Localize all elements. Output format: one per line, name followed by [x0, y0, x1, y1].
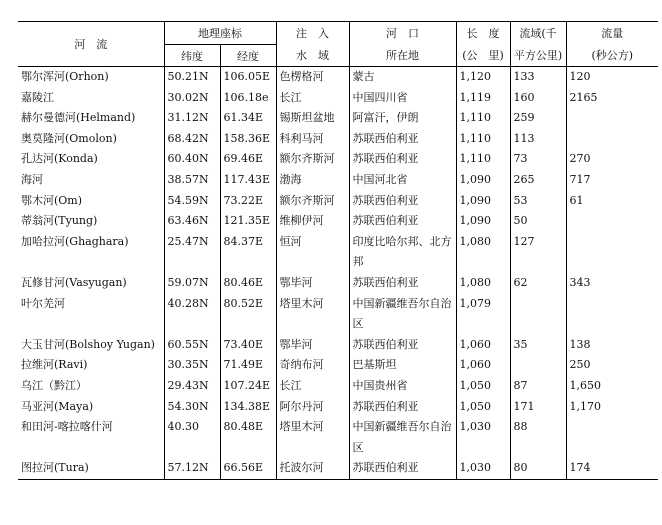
mouth-location-cell: 中国贵州省: [349, 376, 456, 397]
col-flow-bottom: (秒公方): [566, 45, 658, 67]
longitude-cell: 84.37E: [220, 232, 276, 273]
basin-area-cell: 35: [510, 335, 566, 356]
col-length-bottom: (公 里): [456, 45, 510, 67]
length-km-cell: 1,110: [456, 108, 510, 129]
basin-area-cell: 73: [510, 149, 566, 170]
basin-area-cell: [510, 355, 566, 376]
mouth-location-cell: 苏联西伯利亚: [349, 191, 456, 212]
inflow-water-cell: 托波尔河: [276, 458, 349, 479]
inflow-water-cell: 长江: [276, 88, 349, 109]
flow-rate-cell: 120: [566, 67, 658, 88]
table-row: [18, 397, 658, 418]
length-km-cell: 1,119: [456, 88, 510, 109]
flow-rate-cell: 250: [566, 355, 658, 376]
col-geo: 地理座标: [164, 22, 276, 45]
table-row: [18, 417, 658, 458]
river-name-cell: 瓦修甘河(Vasyugan): [21, 275, 127, 289]
flow-rate-cell: 343: [566, 273, 658, 294]
col-inflow-bottom: 水 域: [276, 45, 349, 67]
table-row: [18, 335, 658, 356]
river-name-cell: 乌江（黔江）: [21, 378, 87, 392]
latitude-cell: 30.02N: [164, 88, 220, 109]
latitude-cell: 59.07N: [164, 273, 220, 294]
river-name-cell: 蒂翁河(Tyung): [21, 214, 98, 228]
mouth-location-cell: 苏联西伯利亚: [349, 335, 456, 356]
mouth-location-cell: 苏联西伯利亚: [349, 397, 456, 418]
longitude-cell: 80.52E: [220, 294, 276, 335]
table-row: [18, 170, 658, 191]
col-basin-bottom: 平方公里): [510, 45, 566, 67]
table-row: [18, 294, 658, 335]
latitude-cell: 40.30: [164, 417, 220, 458]
longitude-cell: 61.34E: [220, 108, 276, 129]
length-km-cell: 1,090: [456, 170, 510, 191]
longitude-cell: 106.18e: [220, 88, 276, 109]
longitude-cell: 121.35E: [220, 211, 276, 232]
length-km-cell: 1,120: [456, 67, 510, 88]
river-name-cell: 赫尔曼德河(Helmand): [21, 111, 136, 125]
flow-rate-cell: [566, 294, 658, 335]
basin-area-cell: [510, 294, 566, 335]
basin-area-cell: 265: [510, 170, 566, 191]
inflow-water-cell: 鄂毕河: [276, 273, 349, 294]
longitude-cell: 80.46E: [220, 273, 276, 294]
length-km-cell: 1,060: [456, 355, 510, 376]
inflow-water-cell: 科利马河: [276, 129, 349, 150]
basin-area-cell: 127: [510, 232, 566, 273]
latitude-cell: 60.40N: [164, 149, 220, 170]
flow-rate-cell: [566, 232, 658, 273]
inflow-water-cell: 额尔齐斯河: [276, 191, 349, 212]
length-km-cell: 1,080: [456, 232, 510, 273]
mouth-location-cell: 印度比哈尔邦、北方邦: [349, 232, 456, 273]
table-row: [18, 149, 658, 170]
col-basin-top: 流域(千: [510, 22, 566, 45]
mouth-location-cell: 苏联西伯利亚: [349, 129, 456, 150]
inflow-water-cell: 塔里木河: [276, 417, 349, 458]
latitude-cell: 25.47N: [164, 232, 220, 273]
inflow-water-cell: 额尔齐斯河: [276, 149, 349, 170]
river-name-cell: 孔达河(Konda): [21, 152, 98, 166]
longitude-cell: 117.43E: [220, 170, 276, 191]
latitude-cell: 38.57N: [164, 170, 220, 191]
table-row: [18, 67, 658, 88]
inflow-water-cell: 色楞格河: [276, 67, 349, 88]
flow-rate-cell: 174: [566, 458, 658, 479]
length-km-cell: 1,090: [456, 191, 510, 212]
flow-rate-cell: 61: [566, 191, 658, 212]
mouth-location-cell: 苏联西伯利亚: [349, 211, 456, 232]
longitude-cell: 66.56E: [220, 458, 276, 479]
col-lat: 纬度: [164, 45, 220, 67]
river-name-cell: 拉维河(Ravi): [21, 358, 88, 372]
col-mouth-bottom: 所在地: [349, 45, 456, 67]
mouth-location-cell: 苏联西伯利亚: [349, 273, 456, 294]
mouth-location-cell: 苏联西伯利亚: [349, 458, 456, 479]
river-name-cell: 大玉甘河(Bolshoy Yugan): [21, 337, 155, 351]
col-lon: 经度: [220, 45, 276, 67]
length-km-cell: 1,030: [456, 417, 510, 458]
basin-area-cell: 160: [510, 88, 566, 109]
mouth-location-cell: 中国四川省: [349, 88, 456, 109]
basin-area-cell: 62: [510, 273, 566, 294]
river-name-cell: 嘉陵江: [21, 90, 54, 104]
table-header: [18, 22, 658, 67]
mouth-location-cell: 蒙古: [349, 67, 456, 88]
flow-rate-cell: 1,170: [566, 397, 658, 418]
longitude-cell: 134.38E: [220, 397, 276, 418]
inflow-water-cell: 渤海: [276, 170, 349, 191]
length-km-cell: 1,079: [456, 294, 510, 335]
mouth-location-cell: 苏联西伯利亚: [349, 149, 456, 170]
flow-rate-cell: 717: [566, 170, 658, 191]
inflow-water-cell: 鄂毕河: [276, 335, 349, 356]
inflow-water-cell: 奇纳布河: [276, 355, 349, 376]
mouth-location-cell: 中国新疆维吾尔自治区: [349, 417, 456, 458]
length-km-cell: 1,110: [456, 129, 510, 150]
longitude-cell: 69.46E: [220, 149, 276, 170]
basin-area-cell: 259: [510, 108, 566, 129]
latitude-cell: 31.12N: [164, 108, 220, 129]
river-name-cell: 和田河-喀拉喀什河: [21, 420, 113, 434]
length-km-cell: 1,050: [456, 397, 510, 418]
longitude-cell: 80.48E: [220, 417, 276, 458]
inflow-water-cell: 长江: [276, 376, 349, 397]
longitude-cell: 106.05E: [220, 67, 276, 88]
latitude-cell: 54.30N: [164, 397, 220, 418]
basin-area-cell: 113: [510, 129, 566, 150]
col-inflow-top: 注 入: [276, 22, 349, 45]
flow-rate-cell: 1,650: [566, 376, 658, 397]
table-row: [18, 129, 658, 150]
length-km-cell: 1,110: [456, 149, 510, 170]
mouth-location-cell: 中国新疆维吾尔自治区: [349, 294, 456, 335]
latitude-cell: 29.43N: [164, 376, 220, 397]
inflow-water-cell: 恒河: [276, 232, 349, 273]
col-river: 河 流: [74, 38, 108, 51]
basin-area-cell: 50: [510, 211, 566, 232]
latitude-cell: 54.59N: [164, 191, 220, 212]
mouth-location-cell: 巴基斯坦: [349, 355, 456, 376]
table-row: [18, 232, 658, 273]
inflow-water-cell: 阿尔丹河: [276, 397, 349, 418]
latitude-cell: 57.12N: [164, 458, 220, 479]
river-table: [18, 21, 658, 480]
flow-rate-cell: 270: [566, 149, 658, 170]
flow-rate-cell: [566, 417, 658, 458]
longitude-cell: 158.36E: [220, 129, 276, 150]
table-row: [18, 355, 658, 376]
length-km-cell: 1,080: [456, 273, 510, 294]
col-flow-top: 流量: [566, 22, 658, 45]
table-row: [18, 88, 658, 109]
basin-area-cell: 87: [510, 376, 566, 397]
river-name-cell: 叶尔羌河: [21, 296, 65, 310]
inflow-water-cell: 塔里木河: [276, 294, 349, 335]
latitude-cell: 30.35N: [164, 355, 220, 376]
basin-area-cell: 80: [510, 458, 566, 479]
river-name-cell: 海河: [21, 172, 43, 186]
river-name-cell: 鄂尔浑河(Orhon): [21, 70, 109, 83]
table-row: [18, 191, 658, 212]
col-length-top: 长 度: [456, 22, 510, 45]
table-row: [18, 273, 658, 294]
table-row: [18, 108, 658, 129]
basin-area-cell: 88: [510, 417, 566, 458]
longitude-cell: 107.24E: [220, 376, 276, 397]
latitude-cell: 60.55N: [164, 335, 220, 356]
basin-area-cell: 53: [510, 191, 566, 212]
inflow-water-cell: 维柳伊河: [276, 211, 349, 232]
latitude-cell: 68.42N: [164, 129, 220, 150]
col-mouth-top: 河 口: [349, 22, 456, 45]
length-km-cell: 1,090: [456, 211, 510, 232]
table-body: [18, 67, 658, 480]
river-name-cell: 奥莫隆河(Omolon): [21, 131, 117, 145]
river-name-cell: 加哈拉河(Ghaghara): [21, 234, 129, 248]
flow-rate-cell: [566, 108, 658, 129]
table-row: [18, 376, 658, 397]
longitude-cell: 73.22E: [220, 191, 276, 212]
flow-rate-cell: 138: [566, 335, 658, 356]
basin-area-cell: 171: [510, 397, 566, 418]
mouth-location-cell: 阿富汗，伊朗: [349, 108, 456, 129]
longitude-cell: 73.40E: [220, 335, 276, 356]
inflow-water-cell: 锡斯坦盆地: [276, 108, 349, 129]
river-name-cell: 鄂木河(Om): [21, 193, 83, 207]
latitude-cell: 50.21N: [164, 67, 220, 88]
river-name-cell: 图拉河(Tura): [18, 458, 164, 479]
latitude-cell: 63.46N: [164, 211, 220, 232]
flow-rate-cell: 2165: [566, 88, 658, 109]
length-km-cell: 1,060: [456, 335, 510, 356]
length-km-cell: 1,030: [456, 458, 510, 479]
longitude-cell: 71.49E: [220, 355, 276, 376]
latitude-cell: 40.28N: [164, 294, 220, 335]
river-name-cell: 马亚河(Maya): [21, 399, 94, 413]
basin-area-cell: 133: [510, 67, 566, 88]
mouth-location-cell: 中国河北省: [349, 170, 456, 191]
table-row: [18, 211, 658, 232]
length-km-cell: 1,050: [456, 376, 510, 397]
flow-rate-cell: [566, 211, 658, 232]
flow-rate-cell: [566, 129, 658, 150]
table-row: [18, 458, 658, 479]
